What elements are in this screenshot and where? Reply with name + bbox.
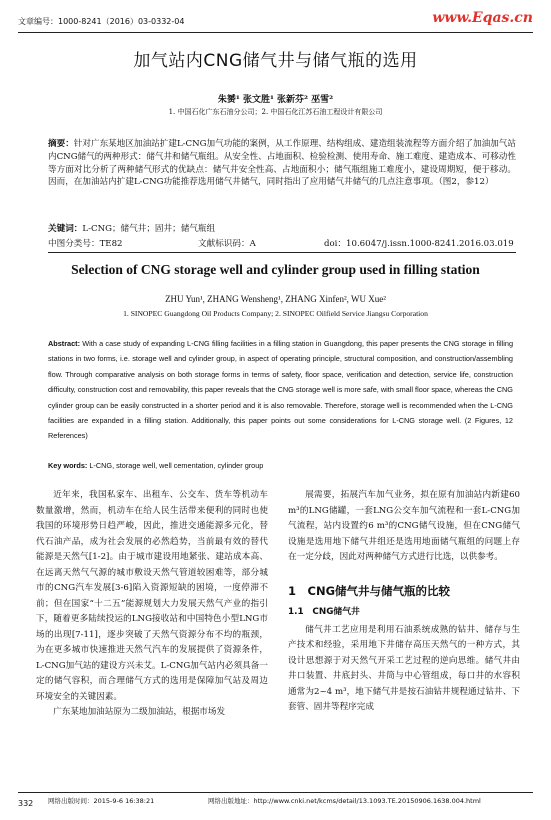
abstract-text: 针对广东某地区加油站扩建L-CNG加气功能的案例，从工作原理、结构组成、建造组装流程等方面介绍了加油加气站内CNG储气的两种形式：储气井和储气瓶组。从安全性、占地面积、检验检测、使用寿命、施工难度、建造成本、可移动性等方面对比分析了两种储气形式的优缺点：储气井安全性高、占地面积小；储气瓶组施工难度小，建设周期短，便于移动。因而，在加油站内扩建L-CNG功能推荐选用储气井储气，同时指出了应用储气井储气的几点注意事项。（图2，参12） (48, 139, 516, 188)
keywords-en-label: Key words: (48, 461, 88, 470)
publish-time: 网络出版时间：2015-9-6 16:38:21 (48, 797, 155, 805)
doi: doi：10.6047/j.issn.1000-8241.2016.03.019 (324, 239, 514, 249)
watermark-logo: www.Eqas.cn (432, 10, 533, 26)
paragraph: 储气井工艺应用是利用石油系统成熟的钻井、储存与生产技术和经验，采用地下井储存高压天然气的一种方式，其设计思想源于对天然气开采工艺过程的逆向思维。储气井由井口装置、井底封头、井筒与中心管组成，每口井的水容积通常为2~4 m³，地下储气井是按石油钻井规程通过钻井、下套管、固井等程序完成 (288, 624, 520, 712)
footer-rule (18, 792, 533, 793)
abstract-rule (48, 252, 516, 253)
header-rule (18, 32, 533, 33)
authors-english: ZHU Yun¹, ZHANG Wensheng¹, ZHANG Xinfen², WU Xue² (165, 294, 386, 304)
subsection-heading: 1.1 CNG储气井 (288, 607, 360, 617)
paragraph: 展需要，拓展汽车加气业务，拟在原有加油站内新建60 m³的LNG储罐，一套LNG公交车加气流程和一套L-CNG加气流程，站内设置约6 m³的CNG储气设施，但在CNG储气设施是选用地下储气井组还是选用地面储气瓶组的问题上存在一定分歧，因此对两种储气方式进行比选，以供参考。 (288, 490, 520, 562)
page-number: 332 (18, 799, 34, 808)
keywords-label: 关键词： (48, 224, 83, 234)
abstract-chinese (48, 138, 516, 189)
paragraph: 近年来，我国私家车、出租车、公交车、货车等机动车数量激增，然而，机动车在给人民生活带来便利的同时也使我国的环境形势日趋严峻，因此，推进交通能源多元化，替代石油产品，成为社会发展的必然趋势，当前最有效的替代能源是天然气[1-2]。由于城市建设用地紧张、建站成本高、在远离天然气气源的城市敷设天然气管道较困难等，部分城市的CNG汽车发展[3-6]陷入资源短缺的困境，一度停滞不前；但在国家“十二五”能源规划大力发展天然气产业的指引下，随着更多陆续投运的LNG接收站和中国特色小型LNG市场的出现[7-11]，逐步突破了天然气资源分布不均的瓶颈，为在更多城市快速推进天然气汽车的发展提供了资源条件，L-CNG加气站的建设方兴未艾。L-CNG加气站内必须具备一定的储气容积，而合理储气方式的选用是保障加气站及周边环境安全的关键因素。 (36, 490, 268, 702)
body-column-left (36, 488, 268, 721)
paragraph: 广东某地加油站原为二级加油站，根据市场发 (53, 707, 226, 717)
article-number: 文章编号：1000-8241（2016）03-0332-04 (18, 17, 185, 26)
abstract-en-label: Abstract: (48, 339, 81, 348)
keywords-en-text: L-CNG, storage well, well cementation, cylinder group (89, 461, 264, 470)
affiliation-english: 1. SINOPEC Guangdong Oil Products Company; 2. SINOPEC Oilfield Service Jiangsu Corporation (123, 309, 428, 318)
title-chinese: 加气站内CNG储气井与储气瓶的选用 (133, 51, 418, 71)
publish-url: 网络出版地址：http://www.cnki.net/kcms/detail/13.1093.TE.20150906.1638.004.html (208, 797, 481, 805)
document-code: 文献标识码：A (198, 239, 256, 249)
abstract-english (48, 336, 513, 444)
authors-chinese: 朱赟¹ 张文胜¹ 张新芬² 巫雪² (217, 95, 334, 105)
abstract-label: 摘要： (48, 139, 74, 149)
page-header (18, 10, 533, 30)
clc-number: 中图分类号：TE82 (48, 239, 123, 249)
title-english: Selection of CNG storage well and cylinder group used in filling station (71, 262, 480, 277)
keywords-chinese (48, 222, 516, 234)
affiliation-chinese: 1. 中国石化广东石油分公司；2. 中国石化江苏石油工程设计有限公司 (168, 108, 383, 116)
section-heading: 1 CNG储气井与储气瓶的比较 (288, 583, 451, 598)
body-column-right (288, 488, 520, 716)
keywords-text: L-CNG；储气井；固井；储气瓶组 (82, 224, 216, 234)
keywords-english (48, 461, 513, 470)
abstract-en-text: With a case study of expanding L-CNG filling facilities in a filling station in Guangdong, this paper presents the CNG storage in filling stations in two forms, i.e. storage well and cylinder group, in aspect of operating principle, structural composition, and construction/assembling flow. Through comparative analysis on both storage forms in terms of safety, floor space, verification and detection, service life, construction difficulty, construction cost and removability, this paper reveals that the CNG storage well is more safe, with small floor space, whereas the CNG cylinder group can be easily constructed in a shorter period and it is also removable. Therefore, storage well is recommended when the L-CNG facilities are expanded in a filling station. Additionally, this paper points out some considerations for L-CNG storage well. (2 Figures, 12 References) (48, 339, 513, 441)
